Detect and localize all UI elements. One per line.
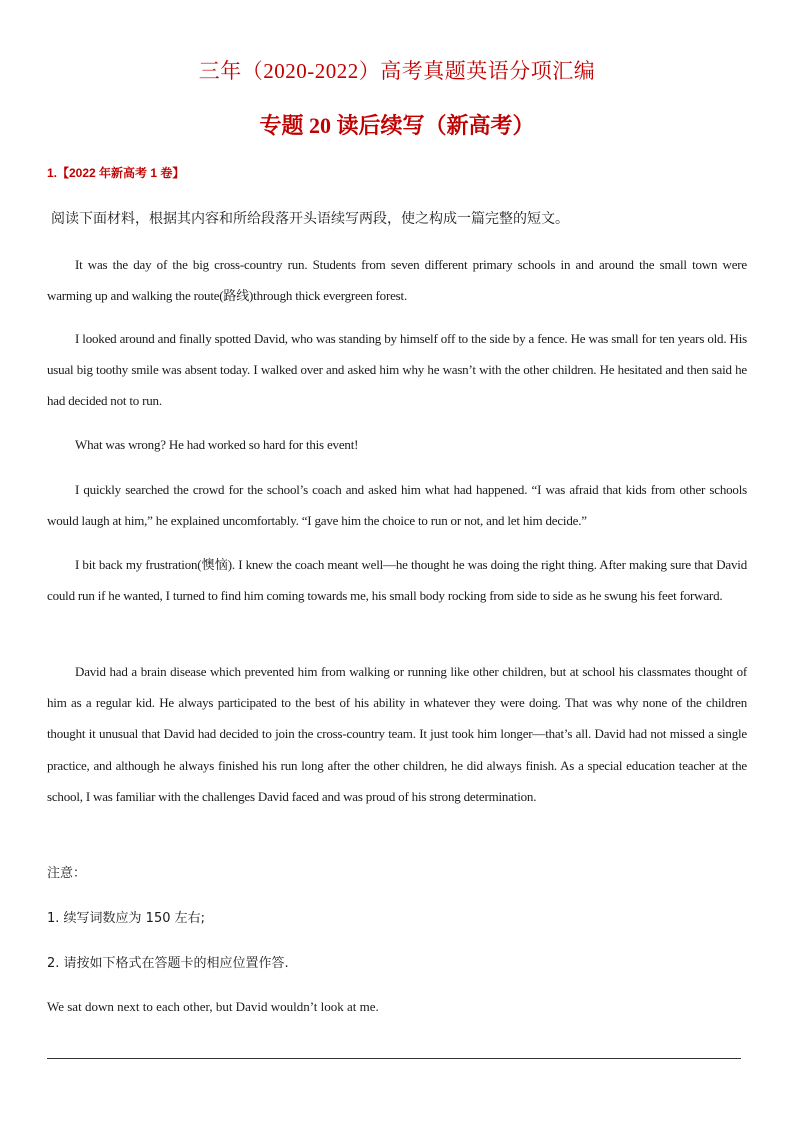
- continuation-opening-sentence: We sat down next to each other, but David wouldn’t look at me.: [47, 999, 379, 1014]
- document-subtitle: 专题 20 读后续写（新高考）: [259, 113, 535, 138]
- document-title: 三年（2020-2022）高考真题英语分项汇编: [198, 59, 596, 83]
- notes-label: 注意：: [47, 866, 87, 881]
- passage-paragraph-2: I looked around and finally spotted David, who was standing by himself off to the side by a fence. He was small for ten years old. His usual big toothy smile was absent today. I walked over and asked him why he wasn’t with the other children. He hesitated and then said he had decided not to run.: [47, 331, 747, 409]
- passage-paragraph-1: It was the day of the big cross-country run. Students from seven different primary schools in and around the small town were warming up and walking the route(路线)through thick evergreen forest.: [47, 257, 747, 304]
- passage-paragraph-6: David had a brain disease which prevented him from walking or running like other children, but at school his classmates thought of him as a regular kid. He always participated to the best of his ability in whatever they were doing. That was why none of the children thought it unusual that David had decided to join the cross-country team. It just took him longer—that’s all. David had not missed a single practice, and although he always finished his run long after the other children, he did always finish. As a special education teacher at the school, I was familiar with the challenges David faced and was proud of his strong determination.: [47, 664, 747, 804]
- question-heading: 1.【2022 年新高考 1 卷】: [47, 166, 185, 180]
- question-instruction: 阅读下面材料，根据其内容和所给段落开头语续写两段，使之构成一篇完整的短文。: [51, 211, 569, 227]
- passage-paragraph-4: I quickly searched the crowd for the school’s coach and asked him what had happened. “I was afraid that kids from other schools would laugh at him,” he explained uncomfortably. “I gave him the choice to run or not, and let him decide.”: [47, 482, 747, 529]
- note-word-count: 1. 续写词数应为 150 左右;: [47, 911, 205, 926]
- passage-paragraph-5: I bit back my frustration(懊恼). I knew the coach meant well—he thought he was doing the right thing. After making sure that David could run if he wanted, I turned to find him coming towards me, his small body rocking from side to side as he swung his feet forward.: [47, 557, 747, 604]
- passage-paragraph-3: What was wrong? He had worked so hard for this event!: [75, 437, 359, 452]
- answer-line: [47, 1058, 741, 1059]
- note-answer-format: 2. 请按如下格式在答题卡的相应位置作答.: [47, 956, 289, 971]
